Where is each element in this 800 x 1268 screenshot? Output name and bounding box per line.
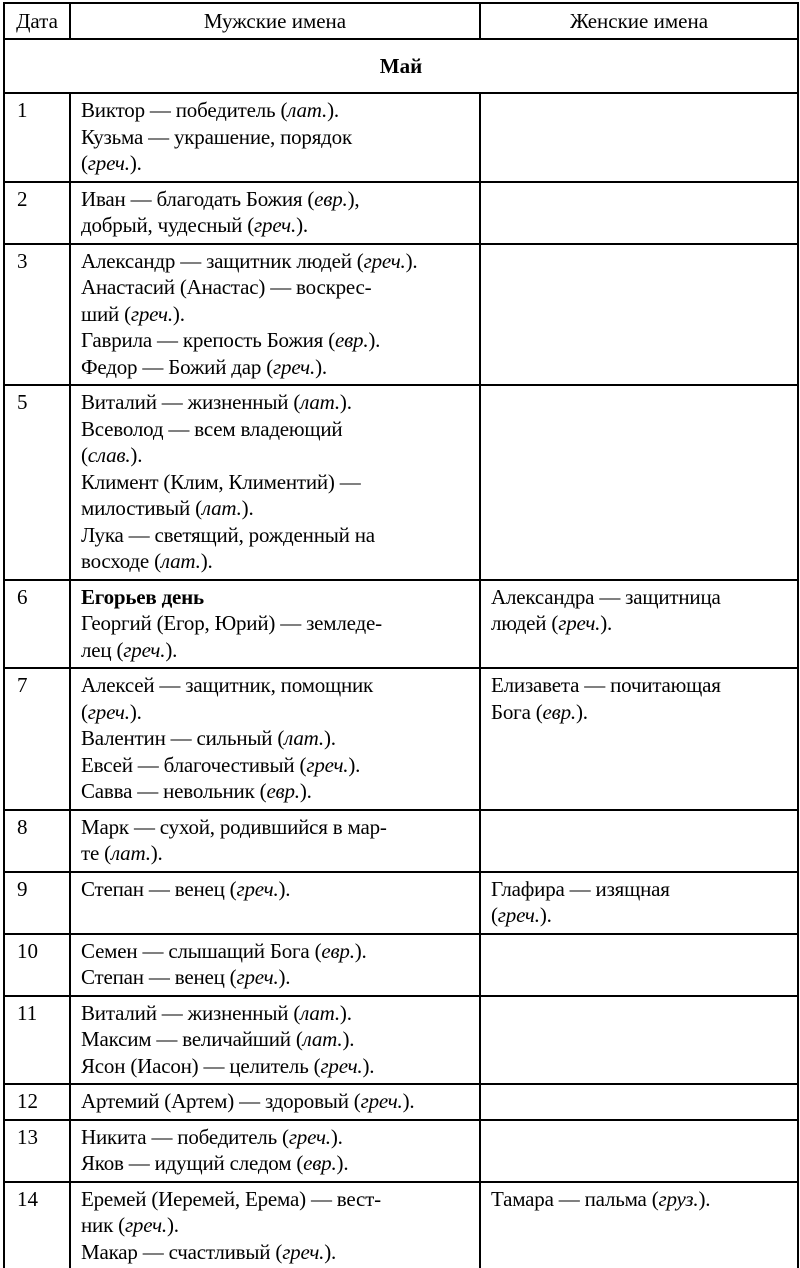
language-abbr: лат. (300, 390, 340, 414)
language-abbr: греч. (558, 611, 601, 635)
name-line: Ясон (Иасон) — целитель (греч.). (81, 1053, 375, 1078)
table-row (4, 996, 798, 1085)
female-names-cell (480, 385, 798, 580)
language-abbr: греч. (130, 301, 173, 326)
female-names-cell (480, 1120, 798, 1182)
male-names-cell (70, 810, 480, 872)
date-cell: 2 (4, 182, 70, 244)
name-line: Никита — победитель (греч.). (81, 1124, 343, 1149)
table-row (4, 93, 798, 182)
language-abbr: греч. (320, 1053, 363, 1078)
language-abbr: греч. (236, 876, 279, 901)
language-abbr: евр. (542, 699, 576, 724)
header-row (4, 3, 798, 39)
female-names-column-header: Женские имена (480, 3, 798, 39)
month-label: Май (4, 39, 798, 94)
male-names-cell (70, 934, 480, 996)
female-names-cell (480, 93, 798, 182)
language-abbr: евр. (266, 779, 300, 803)
name-line: Макар — счастливый (греч.). (81, 1239, 337, 1264)
name-line: Савва — невольник (евр.). (81, 779, 312, 803)
female-names-cell (480, 182, 798, 244)
name-line: Валентин — сильный (лат.). (81, 726, 336, 750)
table-row (4, 244, 798, 386)
name-line: (греч.). (491, 903, 552, 927)
name-line: (греч.). (81, 699, 142, 724)
female-names-cell (480, 872, 798, 934)
name-line: (слав.). (81, 443, 143, 467)
language-abbr: лат. (201, 496, 242, 520)
name-line: Анастасий (Анастас) — воскрес- (81, 275, 372, 299)
language-abbr: греч. (363, 248, 406, 273)
female-names-cell (480, 934, 798, 996)
language-abbr: лат. (302, 1027, 343, 1051)
language-abbr: греч. (497, 903, 540, 927)
language-abbr: евр. (335, 328, 369, 352)
table-row (4, 810, 798, 872)
male-names-cell (70, 1120, 480, 1182)
date-cell: 3 (4, 244, 70, 386)
name-line: Лука — светящий, рожденный на (81, 522, 375, 547)
male-names-cell (70, 1182, 480, 1268)
name-line: Бога (евр.). (491, 699, 588, 724)
name-line: Семен — слышащий Бога (евр.). (81, 938, 367, 963)
language-abbr: греч. (124, 1213, 167, 1237)
date-cell: 14 (4, 1182, 70, 1268)
date-cell: 9 (4, 872, 70, 934)
name-line: (греч.). (81, 151, 142, 175)
name-line (81, 584, 473, 611)
name-line: Еремей (Иеремей, Ерема) — вест- (81, 1186, 381, 1211)
male-names-cell (70, 1084, 480, 1120)
name-line: Александр — защитник людей (греч.). (81, 248, 418, 273)
date-cell: 1 (4, 93, 70, 182)
language-abbr: слав. (87, 443, 131, 467)
female-names-cell (480, 244, 798, 386)
holiday-name: Егорьев день (81, 584, 204, 609)
date-cell: 8 (4, 810, 70, 872)
name-line: Глафира — изящная (491, 876, 670, 901)
language-abbr: лат. (300, 1000, 340, 1025)
female-names-cell (480, 580, 798, 669)
name-line: Иван — благодать Божия (евр.), (81, 186, 360, 211)
language-abbr: евр. (303, 1151, 337, 1175)
name-line: Виктор — победитель (лат.). (81, 98, 339, 122)
male-names-cell (70, 244, 480, 386)
male-names-cell (70, 182, 480, 244)
date-cell: 6 (4, 580, 70, 669)
female-names-cell (480, 1182, 798, 1268)
male-names-cell (70, 93, 480, 182)
language-abbr: греч. (273, 354, 316, 379)
table-row (4, 182, 798, 244)
language-abbr: греч. (254, 213, 297, 237)
date-cell: 10 (4, 934, 70, 996)
female-names-cell (480, 810, 798, 872)
table-row (4, 668, 798, 810)
name-line: добрый, чудесный (греч.). (81, 213, 308, 237)
date-cell: 11 (4, 996, 70, 1085)
date-cell: 5 (4, 385, 70, 580)
male-names-cell (70, 580, 480, 669)
language-abbr: груз. (658, 1186, 699, 1211)
name-line: Федор — Божий дар (греч.). (81, 354, 327, 379)
name-line: Алексей — защитник, помощник (81, 673, 374, 697)
name-line: Артемий (Артем) — здоровый (греч.). (81, 1089, 415, 1113)
table-row (4, 934, 798, 996)
language-abbr: лат. (287, 98, 328, 122)
language-abbr: греч. (87, 699, 130, 724)
name-line: Елизавета — почитающая (491, 673, 721, 697)
table-row (4, 872, 798, 934)
language-abbr: греч. (360, 1089, 403, 1113)
name-line: милостивый (лат.). (81, 496, 254, 520)
male-names-cell (70, 996, 480, 1085)
name-line: ший (греч.). (81, 301, 185, 326)
date-cell: 13 (4, 1120, 70, 1182)
language-abbr: греч. (236, 965, 279, 989)
name-line: Александра — защитница (491, 584, 721, 609)
table-row (4, 1084, 798, 1120)
name-line: Кузьма — украшение, порядок (81, 124, 352, 149)
name-line: Всеволод — всем владеющий (81, 416, 343, 441)
male-names-cell (70, 872, 480, 934)
name-line: Яков — идущий следом (евр.). (81, 1151, 349, 1175)
table-row (4, 1120, 798, 1182)
date-cell: 7 (4, 668, 70, 810)
date-column-header: Дата (4, 3, 70, 39)
language-abbr: греч. (306, 752, 349, 777)
name-line: те (лат.). (81, 841, 163, 865)
name-line: Климент (Клим, Климентий) — (81, 469, 361, 494)
name-line: лец (греч.). (81, 637, 178, 662)
language-abbr: греч. (123, 637, 166, 662)
name-line: Максим — величайший (лат.). (81, 1027, 355, 1051)
male-names-column-header: Мужские имена (70, 3, 480, 39)
table-row (4, 580, 798, 669)
table-row (4, 1182, 798, 1268)
female-names-cell (480, 1084, 798, 1120)
language-abbr: евр. (321, 938, 355, 963)
name-line: Виталий — жизненный (лат.). (81, 390, 352, 414)
month-row (4, 39, 798, 94)
name-line: Георгий (Егор, Юрий) — земледе- (81, 611, 382, 635)
language-abbr: греч. (288, 1124, 331, 1149)
name-line: Степан — венец (греч.). (81, 965, 291, 989)
language-abbr: лат. (160, 549, 201, 573)
name-line: Гаврила — крепость Божия (евр.). (81, 328, 381, 352)
language-abbr: лат. (110, 841, 151, 865)
table-row (4, 385, 798, 580)
name-line: Тамара — пальма (груз.). (491, 1186, 711, 1211)
language-abbr: греч. (282, 1239, 325, 1264)
name-line: Виталий — жизненный (лат.). (81, 1000, 352, 1025)
language-abbr: евр. (314, 186, 348, 211)
name-line: Марк — сухой, родившийся в мар- (81, 814, 387, 839)
language-abbr: греч. (87, 151, 130, 175)
name-line: восходе (лат.). (81, 549, 213, 573)
male-names-cell (70, 385, 480, 580)
name-line: Евсей — благочестивый (греч.). (81, 752, 361, 777)
name-line: Степан — венец (греч.). (81, 876, 291, 901)
name-line: людей (греч.). (491, 611, 613, 635)
language-abbr: лат. (284, 726, 324, 750)
date-cell: 12 (4, 1084, 70, 1120)
name-line: ник (греч.). (81, 1213, 179, 1237)
female-names-cell (480, 996, 798, 1085)
names-calendar-table (3, 2, 799, 1268)
female-names-cell (480, 668, 798, 810)
male-names-cell (70, 668, 480, 810)
